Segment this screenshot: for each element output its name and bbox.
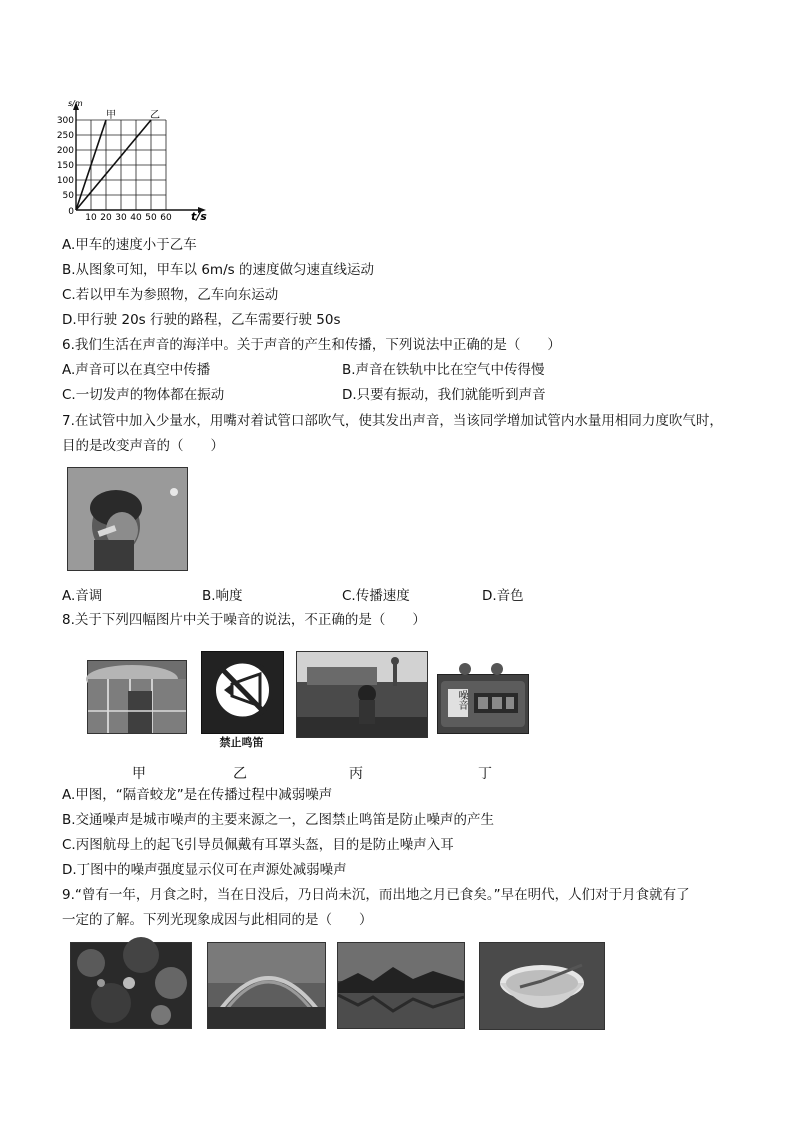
q7-option-b: B.响度 <box>202 588 243 604</box>
q5-option-d: D.甲行驶 20s 行驶的路程，乙车需要行驶 50s <box>62 312 341 328</box>
q8-stem: 8.关于下列四幅图片中关于噪音的说法，不正确的是（ ） <box>62 612 426 628</box>
q8-caption-jia: 甲 <box>132 766 146 782</box>
q8-option-d: D.丁图中的噪声强度显示仪可在声源处减弱噪声 <box>62 862 347 878</box>
q7-option-d: D.音色 <box>482 588 524 604</box>
q8-display-text: 噪音 <box>456 690 467 710</box>
q6-option-c: C.一切发声的物体都在振动 <box>62 387 225 403</box>
q7-stem-line2: 目的是改变声音的（ ） <box>62 438 224 454</box>
q8-sign-text: 禁止鸣笛 <box>219 736 264 749</box>
q8-photo-ding-noise-display <box>437 674 529 734</box>
q8-caption-yi: 乙 <box>233 766 247 782</box>
y-axis-label: s/m <box>68 99 83 108</box>
y-tick: 100 <box>56 176 74 186</box>
q9-stem-line1: 9.“曾有一年，月食之时，当在日没后，乃日尚未沉，而出地之月已食矣。”早在明代，人们对于月食就有了 <box>62 887 690 903</box>
q8-caption-bing: 丙 <box>349 766 363 782</box>
q9-photo-tree-shadows <box>70 942 192 1029</box>
q8-option-a: A.甲图，“隔音蛟龙”是在传播过程中减弱噪声 <box>62 787 333 803</box>
x-tick: 50 <box>145 213 157 223</box>
q5-option-a: A.甲车的速度小于乙车 <box>62 237 197 253</box>
y-tick: 50 <box>62 191 74 201</box>
x-tick: 10 <box>85 213 97 223</box>
y-tick: 150 <box>56 161 74 171</box>
x-tick: 20 <box>100 213 112 223</box>
q5-option-c: C.若以甲车为参照物，乙车向东运动 <box>62 287 279 303</box>
q8-option-b: B.交通噪声是城市噪声的主要来源之一，乙图禁止鸣笛是防止噪声的产生 <box>62 812 495 828</box>
x-tick: 40 <box>130 213 142 223</box>
q5-option-b: B.从图象可知，甲车以 6m/s 的速度做匀速直线运动 <box>62 262 374 278</box>
graph-grid <box>76 120 166 210</box>
line-label-jia: 甲 <box>106 110 116 121</box>
q6-option-a: A.声音可以在真空中传播 <box>62 362 211 378</box>
q8-display-knobs <box>451 660 511 676</box>
line-label-yi: 乙 <box>150 110 160 121</box>
y-tick: 200 <box>56 146 74 156</box>
q6-option-b: B.声音在铁轨中比在空气中传得慢 <box>342 362 545 378</box>
q7-photo-child-blowing-tube <box>67 467 188 571</box>
q8-photo-yi-no-horn-sign <box>201 651 284 734</box>
q8-photo-bing-carrier-crew <box>296 651 428 738</box>
q8-caption-ding: 丁 <box>478 766 492 782</box>
q9-photo-rainbow <box>207 942 326 1029</box>
q6-stem: 6.我们生活在声音的海洋中。关于声音的产生和传播，下列说法中正确的是（ ） <box>62 337 561 353</box>
y-tick-labels <box>57 116 74 217</box>
q7-option-c: C.传播速度 <box>342 588 410 604</box>
q7-stem-line1: 7.在试管中加入少量水，用嘴对着试管口部吹气，使其发出声音，当该同学增加试管内水量用相同力度吹气时， <box>62 413 723 429</box>
y-tick: 0 <box>68 207 74 217</box>
q7-option-a: A.音调 <box>62 588 103 604</box>
x-axis-label: t/s <box>191 210 207 223</box>
q6-option-d: D.只要有振动，我们就能听到声音 <box>342 387 546 403</box>
distance-time-graph <box>56 96 226 224</box>
x-tick: 60 <box>160 213 172 223</box>
q9-photo-reflection-scene <box>337 942 465 1029</box>
y-tick: 300 <box>56 116 74 126</box>
x-tick-labels <box>85 213 172 223</box>
x-tick: 30 <box>115 213 127 223</box>
q8-photo-jia-sound-barrier <box>87 660 187 734</box>
y-tick: 250 <box>56 131 74 141</box>
q8-option-c: C.丙图航母上的起飞引导员佩戴有耳罩头盔，目的是防止噪声入耳 <box>62 837 454 853</box>
q9-stem-line2: 一定的了解。下列光现象成因与此相同的是（ ） <box>62 912 373 928</box>
q9-photo-chopstick-in-bowl <box>479 942 605 1030</box>
